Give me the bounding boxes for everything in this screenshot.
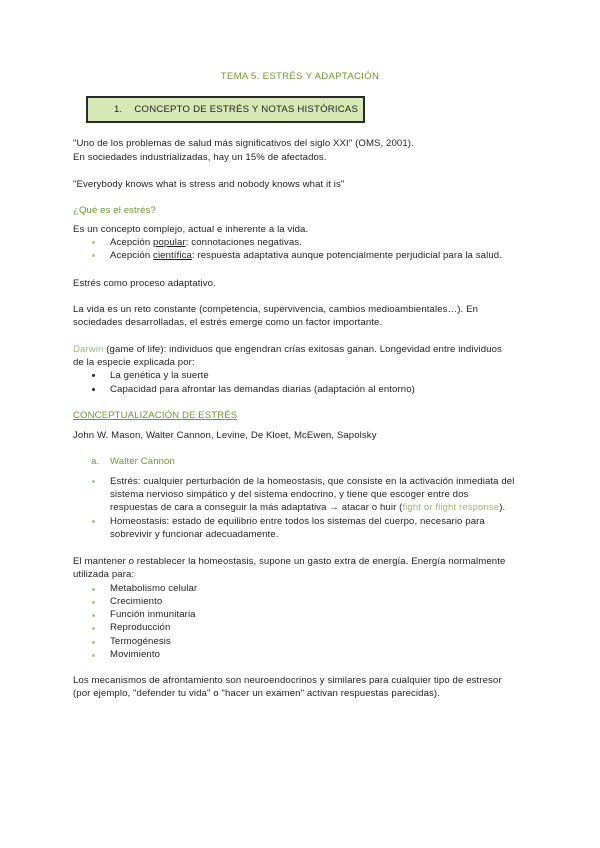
homeostasis-line-2: sobrevivir y funcionar adecuadamente. [110,529,279,540]
bullet-icon [92,614,95,617]
list-item: Movimiento [110,649,161,660]
list-item: Termogénesis [110,636,171,647]
item-text: Acepción [110,250,154,261]
bullet-icon [92,627,95,630]
list-item [110,236,302,249]
life-line-2: sociedades desarrolladas, el estrés emerge como un factor importante. [73,317,383,328]
quote-line-2: "Everybody knows what is stress and nobody knows what it is" [73,179,345,190]
century-text: XXI [333,138,349,149]
def-text: respuestas de cara a conseguir la más adaptativa → atacar o huir ( [110,502,403,513]
item-underlined: popular [153,237,186,248]
section-title: CONCEPTO DE ESTRÉS Y NOTAS HISTÓRICAS [134,104,359,115]
bullet-icon [92,641,95,644]
darwin-line-2: de la especie explicada por: [73,357,195,368]
subsection-letter: a. [91,456,100,467]
quote-source: " (OMS, 2001). [348,138,414,149]
list-item: Metabolismo celular [110,583,198,594]
darwin-line-1 [73,343,502,356]
bullet-icon [92,388,95,391]
list-item: La genética y la suerte [110,370,209,381]
concept-heading: CONCEPTUALIZACIÓN DE ESTRÉS [73,410,238,421]
list-item [110,249,502,262]
quote-line-1 [73,137,414,150]
fight-flight-text: fight or flight response [402,502,500,513]
item-underlined: científica [153,250,192,261]
list-item: Función inmunitaria [110,609,196,620]
bullet-icon [92,480,95,483]
bullet-icon [92,374,95,377]
subsection-title: Walter Cannon [110,456,175,467]
quote-text: "Uno de los problemas de salud más significativos del siglo [73,138,334,149]
bullet-icon [92,520,95,523]
def-text: ). [499,502,506,513]
item-text: : respuesta adaptativa aunque potencialmente perjudicial para la salud. [191,250,502,261]
energy-line-1: El mantener o restablecer la homeostasis, supone un gasto extra de energía. Energía normalmente [73,556,506,567]
stat-line: En sociedades industrializadas, hay un 15% de afectados. [73,152,327,163]
darwin-text: (game of life): individuos que engendran crías exitosas ganan. Longevidad entre individuos [103,344,502,355]
what-heading: ¿Qué es el estrés? [73,205,156,216]
bullet-icon [92,588,95,591]
what-line: Es un concepto complejo, actual e inherente a la vida. [73,224,309,235]
darwin-name: Darwin [73,344,104,355]
list-item: Crecimiento [110,596,163,607]
bullet-icon [92,241,95,244]
list-item: Capacidad para afrontar las demandas diarias (adaptación al entorno) [110,384,415,395]
section-number: 1. [114,104,123,115]
bullet-icon [92,601,95,604]
list-item: Reproducción [110,622,171,633]
stress-def-line-2: sistema nervioso simpático y del sistema endocrino, y tiene que escoger entre dos [110,489,469,500]
coping-line-1: Los mecanismos de afrontamiento son neuroendocrinos y similares para cualquier tipo de estresor [73,675,502,686]
energy-line-2: utilizada para: [73,569,135,580]
life-line-1: La vida es un reto constante (competencia, supervivencia, cambios medioambientales…). En [73,304,479,315]
stress-def-line-3 [110,501,505,514]
section-heading-box [86,96,365,123]
homeostasis-line-1: Homeostasis: estado de equilibrio entre todos los sistemas del cuerpo, necesario para [110,516,485,527]
document-title: TEMA 5. ESTRÉS Y ADAPTACIÓN [220,71,380,82]
item-text: : connotaciones negativas. [185,237,302,248]
bullet-icon [92,654,95,657]
process-line: Estrés como proceso adaptativo. [73,278,216,289]
coping-line-2: (por ejemplo, "defender tu vida" o "hacer un examen" activan respuestas parecidas). [73,688,440,699]
stress-def-line-1: Estrés: cualquier perturbación de la homeostasis, que consiste en la activación inmediata del [110,476,515,487]
authors-line: John W. Mason, Walter Cannon, Levine, De Kloet, McEwen, Sapolsky [73,430,377,441]
item-text: Acepción [110,237,154,248]
bullet-icon [92,254,95,257]
